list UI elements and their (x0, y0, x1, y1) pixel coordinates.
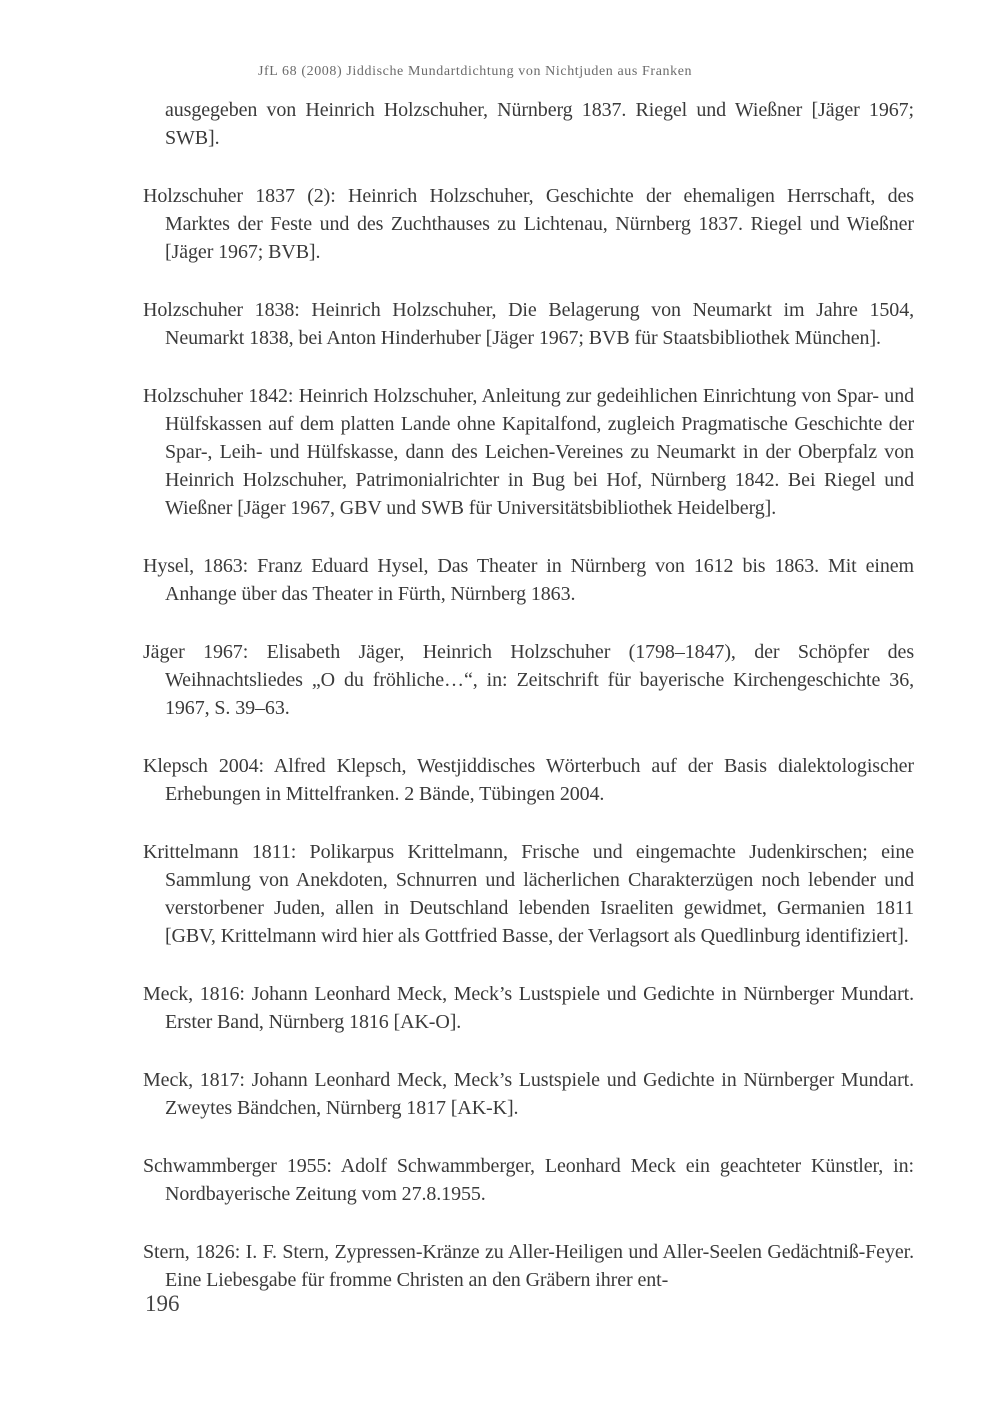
bibliography-entry: Meck, 1816: Johann Leonhard Meck, Meck’s Lustspiele und Gedichte in Nürnberger Mundart. Erster Band, Nürnberg 1816 [AK-O]. (143, 983, 914, 1033)
bibliography-entry: Holzschuher 1837 (2): Heinrich Holzschuher, Geschichte der ehemaligen Herrschaft, des Marktes der Feste und des Zuchthauses zu Lichtenau, Nürnberg 1837. Riegel und Wießner [Jäger 1967; BVB]. (143, 185, 914, 263)
bibliography-entry: Jäger 1967: Elisabeth Jäger, Heinrich Holzschuher (1798–1847), der Schöpfer des Weihnachtsliedes „O du fröhliche…“, in: Zeitschrift für bayerische Kirchengeschichte 36, 1967, S. 39–63. (143, 641, 914, 719)
bibliography-entry: Holzschuher 1838: Heinrich Holzschuher, Die Belagerung von Neumarkt im Jahre 1504, Neumarkt 1838, bei Anton Hinderhuber [Jäger 1967; BVB für Staatsbibliothek München]. (143, 299, 914, 349)
page-number: 196 (145, 1291, 180, 1316)
bibliography-entry: Meck, 1817: Johann Leonhard Meck, Meck’s Lustspiele und Gedichte in Nürnberger Mundart. Zweytes Bändchen, Nürnberg 1817 [AK-K]. (143, 1069, 914, 1119)
bibliography-list (143, 96, 914, 1294)
bibliography-entry: Hysel, 1863: Franz Eduard Hysel, Das Theater in Nürnberg von 1612 bis 1863. Mit einem Anhange über das Theater in Fürth, Nürnberg 1863. (143, 555, 914, 605)
bibliography-entry: Stern, 1826: I. F. Stern, Zypressen-Kränze zu Aller-Heiligen und Aller-Seelen Gedächtniß-Feyer. Eine Liebesgabe für fromme Christen an den Gräbern ihrer ent- (143, 1241, 914, 1291)
bibliography-entry: Klepsch 2004: Alfred Klepsch, Westjiddisches Wörterbuch auf der Basis dialektologischer Erhebungen in Mittelfranken. 2 Bände, Tübingen 2004. (143, 755, 914, 805)
bibliography-entry: Holzschuher 1842: Heinrich Holzschuher, Anleitung zur gedeihlichen Einrichtung von Spar- und Hülfskassen auf dem platten Lande ohne Kapitalfond, zugleich Pragmatische Geschichte der Spar-, Leih- und Hülfskasse, dann des Leichen-Vereines zu Neumarkt in der Oberpfalz von Heinrich Holzschuher, Patrimonialrichter in Bug bei Hof, Nürnberg 1842. Bei Riegel und Wießner [Jäger 1967, GBV und SWB für Universitätsbibliothek Heidelberg]. (143, 385, 914, 519)
bibliography-entry: Krittelmann 1811: Polikarpus Krittelmann, Frische und eingemachte Judenkirschen; eine Sammlung von Anekdoten, Schnurren und lächerlichen Charakterzügen noch lebender und verstorbener Juden, allen in Deutschland lebenden Israeliten gewidmet, Germanien 1811 [GBV, Krittelmann wird hier als Gottfried Basse, der Verlagsort als Quedlinburg identifiziert]. (143, 841, 914, 947)
bibliography-entry: ausgegeben von Heinrich Holzschuher, Nürnberg 1837. Riegel und Wießner [Jäger 1967; SWB]. (165, 99, 914, 149)
bibliography-entry: Schwammberger 1955: Adolf Schwammberger, Leonhard Meck ein geachteter Künstler, in: Nordbayerische Zeitung vom 27.8.1955. (143, 1155, 914, 1205)
running-head: JfL 68 (2008) Jiddische Mundartdichtung von Nichtjuden aus Franken (258, 64, 693, 79)
